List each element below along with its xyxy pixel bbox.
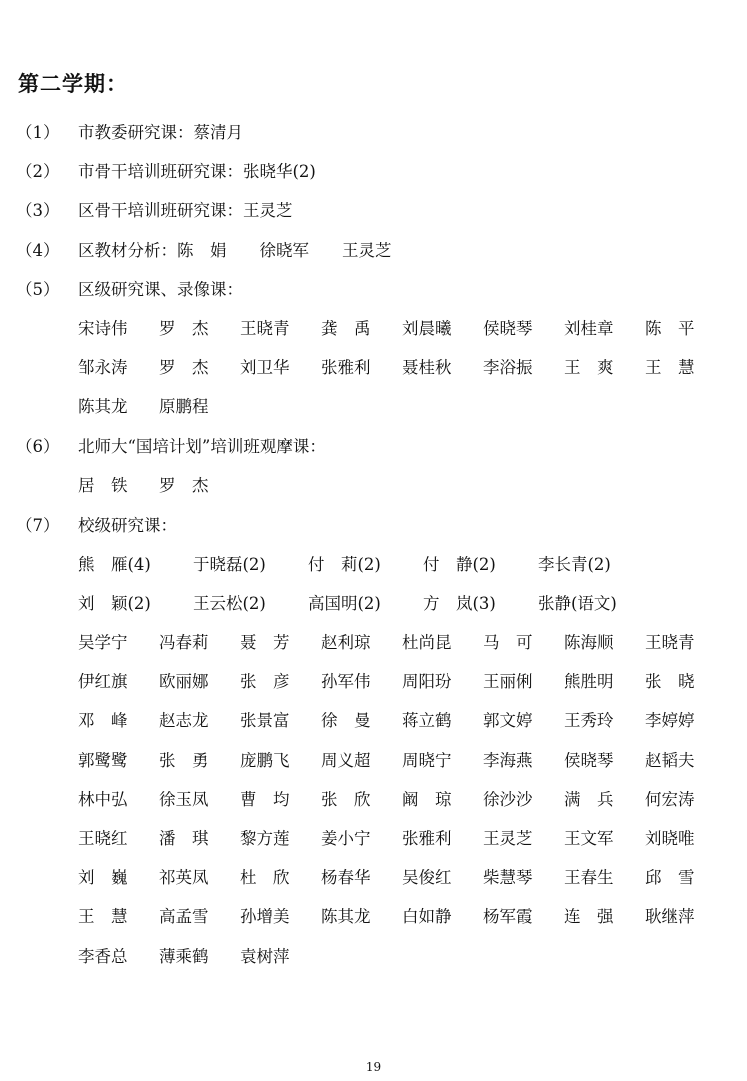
person-name: 付 静(2) (423, 555, 496, 574)
person-name: 原鹏程 (159, 397, 209, 417)
person-name: 王 慧 (78, 907, 128, 927)
person-name: 满 兵 (564, 789, 614, 809)
person-name: 蒋立鹤 (402, 711, 452, 731)
person-name: 周阳玢 (402, 672, 452, 692)
person-name: 高国明(2) (308, 594, 381, 614)
person-name: 连 强 (564, 907, 614, 927)
person-name: 熊胜明 (564, 672, 614, 692)
item-text: 区级研究课、录像课： (78, 280, 243, 299)
person-name: 刘晨曦 (402, 319, 452, 338)
person-name: 孙增美 (240, 907, 290, 927)
person-name: 侯晓琴 (483, 319, 533, 338)
person-name: 侯晓琴 (564, 750, 614, 770)
person-name: 王 爽 (564, 358, 614, 378)
person-name: 陈 平 (645, 319, 695, 338)
person-name: 王晓青 (645, 633, 695, 652)
person-name: 于晓磊(2) (193, 555, 266, 574)
item-number: （3） (16, 201, 60, 220)
item-number: （5） (16, 280, 60, 299)
page-number: 19 (365, 1060, 382, 1074)
item-text: 区教材分析：陈 娟 徐晓军 王灵芝 (78, 241, 392, 260)
person-name: 欧丽娜 (159, 672, 209, 692)
person-name: 马 可 (483, 633, 533, 652)
person-name: 赵志龙 (159, 711, 209, 731)
person-name: 张 彦 (240, 672, 290, 692)
person-name: 徐玉凤 (159, 789, 209, 809)
person-name: 白如静 (402, 907, 452, 927)
person-name: 徐沙沙 (483, 789, 533, 809)
person-name: 邱 雪 (645, 868, 695, 888)
person-name: 杜尚昆 (402, 633, 452, 652)
person-name: 徐 曼 (321, 711, 371, 731)
person-name: 袁树萍 (240, 946, 290, 966)
person-name: 张景富 (240, 711, 290, 731)
person-name: 王文军 (564, 829, 614, 848)
item-text: 市骨干培训班研究课：张晓华(2) (78, 162, 316, 181)
person-name: 王丽俐 (483, 672, 533, 692)
item-text: 市教委研究课：蔡清月 (78, 123, 243, 142)
person-name: 郭文婷 (483, 711, 533, 731)
person-name: 李香总 (78, 946, 128, 966)
person-name: 刘晓唯 (645, 829, 695, 848)
person-name: 黎方莲 (240, 829, 290, 848)
person-name: 伊红旗 (78, 672, 128, 692)
item-number: （7） (16, 516, 60, 535)
person-name: 聂桂秋 (402, 358, 452, 378)
person-name: 孙军伟 (321, 672, 371, 692)
person-name: 刘 巍 (78, 868, 128, 888)
person-name: 薄乘鹤 (159, 946, 209, 966)
person-name: 曹 均 (240, 789, 290, 809)
person-name: 聂 芳 (240, 633, 290, 652)
person-name: 邓 峰 (78, 711, 128, 731)
item-text: 区骨干培训班研究课：王灵芝 (78, 201, 293, 220)
item-text: 校级研究课： (78, 516, 177, 535)
person-name: 张雅利 (321, 358, 371, 378)
person-name: 赵韬夫 (645, 750, 695, 770)
person-name: 熊 雁(4) (78, 555, 151, 574)
person-name: 陈海顺 (564, 633, 614, 652)
item-text: 北师大“国培计划”培训班观摩课： (78, 437, 326, 456)
person-name: 林中弘 (78, 789, 128, 809)
person-name: 姜小宁 (321, 829, 371, 848)
item-number: （2） (16, 162, 60, 181)
person-name: 罗 杰 (159, 358, 209, 378)
person-name: 张静(语文) (538, 594, 617, 614)
person-name: 何宏涛 (645, 789, 695, 809)
item-number: （4） (16, 241, 60, 260)
person-name: 吴学宁 (78, 633, 128, 652)
person-name: 付 莉(2) (308, 555, 381, 574)
person-name: 杨军霞 (483, 907, 533, 927)
person-name: 罗 杰 (159, 476, 209, 495)
person-name: 阚 琼 (402, 789, 452, 809)
person-name: 刘 颖(2) (78, 594, 151, 614)
person-name: 邹永涛 (78, 358, 128, 378)
person-name: 柴慧琴 (483, 868, 533, 888)
person-name: 刘卫华 (240, 358, 290, 378)
person-name: 王晓红 (78, 829, 128, 848)
person-name: 周义超 (321, 750, 371, 770)
person-name: 郭鹭鹭 (78, 750, 128, 770)
person-name: 祁英凤 (159, 868, 209, 888)
person-name: 王晓青 (240, 319, 290, 338)
person-name: 李长青(2) (538, 555, 611, 574)
person-name: 方 岚(3) (423, 594, 496, 614)
person-name: 王 慧 (645, 358, 695, 378)
person-name: 张 勇 (159, 750, 209, 770)
person-name: 李海燕 (483, 750, 533, 770)
person-name: 冯春莉 (159, 633, 209, 652)
person-name: 赵利琼 (321, 633, 371, 652)
person-name: 杜 欣 (240, 868, 290, 888)
person-name: 张 晓 (645, 672, 695, 692)
person-name: 王云松(2) (193, 594, 266, 614)
person-name: 龚 禹 (321, 319, 371, 338)
person-name: 张 欣 (321, 789, 371, 809)
person-name: 王灵芝 (483, 829, 533, 848)
person-name: 杨春华 (321, 868, 371, 888)
person-name: 高孟雪 (159, 907, 209, 927)
person-name: 陈其龙 (78, 397, 128, 417)
page-title: 第二学期： (18, 71, 128, 96)
person-name: 陈其龙 (321, 907, 371, 927)
person-name: 张雅利 (402, 829, 452, 848)
person-name: 庞鹏飞 (240, 750, 290, 770)
person-name: 耿继萍 (645, 907, 695, 927)
person-name: 潘 琪 (159, 829, 209, 848)
item-number: （6） (16, 437, 60, 456)
person-name: 吴俊红 (402, 868, 452, 888)
person-name: 王秀玲 (564, 711, 614, 731)
person-name: 刘桂章 (564, 319, 614, 338)
person-name: 周晓宁 (402, 750, 452, 770)
person-name: 罗 杰 (159, 319, 209, 338)
person-name: 宋诗伟 (78, 319, 128, 338)
person-name: 李婷婷 (645, 711, 695, 731)
person-name: 王春生 (564, 868, 614, 888)
person-name: 李浴振 (483, 358, 533, 378)
item-number: （1） (16, 123, 60, 142)
person-name: 居 铁 (78, 476, 128, 495)
